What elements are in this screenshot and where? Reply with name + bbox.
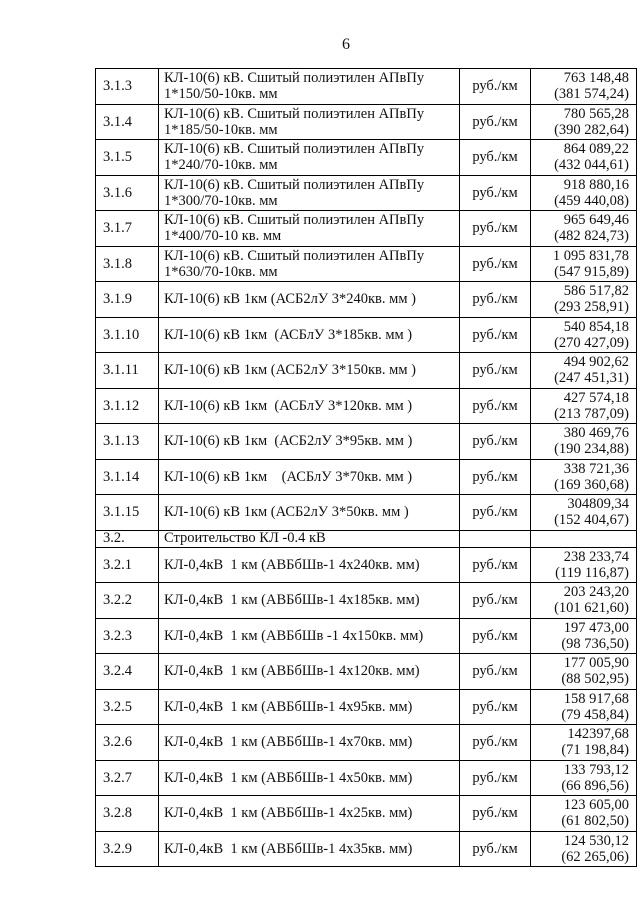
item-number-cell: 3.2.5 — [96, 689, 159, 725]
item-number-cell: 3.2.3 — [96, 618, 159, 654]
description-cell — [159, 104, 460, 140]
description-cell — [159, 211, 460, 247]
price-value: 203 243,20 — [563, 584, 629, 601]
description-line: 1*185/50-10кв. мм — [164, 121, 278, 138]
description-line: 1*150/50-10кв. мм — [164, 86, 278, 103]
item-number-cell: 3.1.8 — [96, 246, 159, 282]
price-value: 1 095 831,78 — [552, 247, 629, 264]
unit-cell: руб./км — [460, 459, 531, 495]
table-row — [96, 317, 637, 353]
unit-cell: руб./км — [460, 618, 531, 654]
unit-cell: руб./км — [460, 69, 531, 105]
unit-cell: руб./км — [460, 583, 531, 619]
price-value-secondary: (547 915,89) — [554, 263, 629, 280]
description-cell — [159, 175, 460, 211]
description-cell — [159, 246, 460, 282]
item-number-cell: 3.2.8 — [96, 796, 159, 832]
unit-cell: руб./км — [460, 282, 531, 318]
price-cell — [531, 583, 637, 619]
table-row — [96, 796, 637, 832]
price-value-secondary: (62 265,06) — [561, 848, 629, 865]
item-number-cell: 3.2.7 — [96, 760, 159, 796]
item-number-cell: 3.1.4 — [96, 104, 159, 140]
price-value-secondary: (61 802,50) — [561, 813, 629, 830]
price-table-body — [96, 69, 637, 867]
table-row — [96, 353, 637, 389]
price-cell — [531, 725, 637, 761]
unit-cell: руб./км — [460, 760, 531, 796]
price-value: 965 649,46 — [563, 212, 629, 229]
description-line: КЛ-0,4кВ 1 км (АВБбШв -1 4х150кв. мм) — [164, 627, 424, 644]
unit-cell — [460, 530, 531, 547]
price-value-secondary: (71 198,84) — [561, 742, 629, 759]
price-cell — [531, 618, 637, 654]
price-value-secondary: (190 234,88) — [554, 441, 629, 458]
price-cell — [531, 831, 637, 867]
description-line: КЛ-10(6) кВ 1км (АСБ2лУ 3*240кв. мм ) — [164, 291, 416, 308]
price-value: 158 917,68 — [563, 690, 629, 707]
unit-cell: руб./км — [460, 317, 531, 353]
price-cell — [531, 175, 637, 211]
price-cell — [531, 654, 637, 690]
price-cell — [531, 282, 637, 318]
price-value-secondary: (432 044,61) — [554, 157, 629, 174]
table-row — [96, 175, 637, 211]
price-cell — [531, 495, 637, 531]
price-cell — [531, 424, 637, 460]
unit-cell: руб./км — [460, 424, 531, 460]
table-row — [96, 388, 637, 424]
price-value: 494 902,62 — [563, 354, 629, 371]
description-cell — [159, 831, 460, 867]
item-number-cell: 3.1.11 — [96, 353, 159, 389]
item-number-cell: 3.1.7 — [96, 211, 159, 247]
description-line: КЛ-10(6) кВ 1км (АСБ2лУ 3*50кв. мм ) — [164, 504, 409, 521]
description-cell — [159, 689, 460, 725]
unit-cell: руб./км — [460, 654, 531, 690]
description-cell — [159, 547, 460, 583]
description-line: КЛ-10(6) кВ. Сшитый полиэтилен АПвПу — [164, 247, 425, 264]
table-row — [96, 246, 637, 282]
price-value: 133 793,12 — [563, 761, 629, 778]
price-cell — [531, 689, 637, 725]
unit-cell: руб./км — [460, 689, 531, 725]
unit-cell: руб./км — [460, 211, 531, 247]
unit-cell: руб./км — [460, 246, 531, 282]
description-line: КЛ-10(6) кВ. Сшитый полиэтилен АПвПу — [164, 105, 425, 122]
description-cell — [159, 583, 460, 619]
price-cell — [531, 530, 637, 547]
unit-cell: руб./км — [460, 547, 531, 583]
table-row — [96, 424, 637, 460]
price-value: 197 473,00 — [563, 619, 629, 636]
section-title-cell — [159, 530, 460, 547]
description-line: КЛ-10(6) кВ 1км (АСБлУ 3*70кв. мм ) — [164, 468, 413, 485]
table-row — [96, 211, 637, 247]
unit-cell: руб./км — [460, 495, 531, 531]
table-row — [96, 495, 637, 531]
price-value: 304809,34 — [567, 496, 629, 513]
unit-cell: руб./км — [460, 104, 531, 140]
description-line: КЛ-10(6) кВ. Сшитый полиэтилен АПвПу — [164, 70, 425, 87]
price-cell — [531, 388, 637, 424]
description-cell — [159, 317, 460, 353]
item-number-cell: 3.2.9 — [96, 831, 159, 867]
unit-cell: руб./км — [460, 831, 531, 867]
price-cell — [531, 353, 637, 389]
unit-cell: руб./км — [460, 140, 531, 176]
description-line: 1*300/70-10кв. мм — [164, 192, 278, 209]
price-cell — [531, 317, 637, 353]
unit-cell: руб./км — [460, 388, 531, 424]
price-value: 864 089,22 — [563, 141, 629, 158]
price-value-secondary: (213 787,09) — [554, 405, 629, 422]
description-cell — [159, 618, 460, 654]
description-line: КЛ-10(6) кВ 1км (АСБлУ 3*120кв. мм ) — [164, 397, 413, 414]
item-number-cell: 3.2.1 — [96, 547, 159, 583]
item-number-cell: 3.2.4 — [96, 654, 159, 690]
price-value-secondary: (247 451,31) — [554, 370, 629, 387]
item-number-cell: 3.1.9 — [96, 282, 159, 318]
price-value-secondary: (152 404,67) — [554, 512, 629, 529]
description-cell — [159, 388, 460, 424]
description-line: КЛ-0,4кВ 1 км (АВБбШв-1 4х50кв. мм) — [164, 769, 413, 786]
table-row — [96, 689, 637, 725]
price-cell — [531, 459, 637, 495]
price-value: 780 565,28 — [563, 105, 629, 122]
price-value: 540 854,18 — [563, 318, 629, 335]
table-row — [96, 69, 637, 105]
price-table — [95, 68, 637, 867]
description-line: КЛ-0,4кВ 1 км (АВБбШв-1 4х25кв. мм) — [164, 805, 413, 822]
item-number-cell: 3.1.10 — [96, 317, 159, 353]
price-value-secondary: (482 824,73) — [554, 228, 629, 245]
price-value-secondary: (66 896,56) — [561, 777, 629, 794]
item-number-cell: 3.2.2 — [96, 583, 159, 619]
description-line: КЛ-10(6) кВ 1км (АСБлУ 3*185кв. мм ) — [164, 326, 413, 343]
description-cell — [159, 459, 460, 495]
price-value: 380 469,76 — [563, 425, 629, 442]
price-value: 123 605,00 — [563, 797, 629, 814]
price-value-secondary: (169 360,68) — [554, 476, 629, 493]
description-cell — [159, 796, 460, 832]
description-line: Строительство КЛ -0.4 кВ — [164, 530, 326, 546]
price-value-secondary: (98 736,50) — [561, 635, 629, 652]
price-value: 142397,68 — [567, 726, 629, 743]
price-cell — [531, 211, 637, 247]
description-cell — [159, 424, 460, 460]
table-row — [96, 140, 637, 176]
table-row — [96, 654, 637, 690]
price-cell — [531, 246, 637, 282]
table-row — [96, 760, 637, 796]
description-cell — [159, 654, 460, 690]
price-cell — [531, 547, 637, 583]
description-line: 1*240/70-10кв. мм — [164, 157, 278, 174]
price-cell — [531, 140, 637, 176]
unit-cell: руб./км — [460, 175, 531, 211]
item-number-cell: 3.1.14 — [96, 459, 159, 495]
unit-cell: руб./км — [460, 725, 531, 761]
price-value: 427 574,18 — [563, 389, 629, 406]
price-value-secondary: (390 282,64) — [554, 121, 629, 138]
item-number-cell: 3.1.15 — [96, 495, 159, 531]
unit-cell: руб./км — [460, 353, 531, 389]
description-line: КЛ-10(6) кВ. Сшитый полиэтилен АПвПу — [164, 212, 425, 229]
price-value: 586 517,82 — [563, 283, 629, 300]
price-cell — [531, 104, 637, 140]
price-value-secondary: (381 574,24) — [554, 86, 629, 103]
description-line: 1*400/70-10 кв. мм — [164, 228, 282, 245]
description-line: КЛ-0,4кВ 1 км (АВБбШв-1 4х95кв. мм) — [164, 698, 413, 715]
unit-cell: руб./км — [460, 796, 531, 832]
price-value-secondary: (459 440,08) — [554, 192, 629, 209]
description-line: КЛ-10(6) кВ. Сшитый полиэтилен АПвПу — [164, 176, 425, 193]
table-row — [96, 282, 637, 318]
description-cell — [159, 69, 460, 105]
description-cell — [159, 760, 460, 796]
price-value-secondary: (79 458,84) — [561, 706, 629, 723]
item-number-cell: 3.1.6 — [96, 175, 159, 211]
table-row — [96, 547, 637, 583]
description-line: КЛ-0,4кВ 1 км (АВБбШв-1 4х240кв. мм) — [164, 556, 420, 573]
table-row — [96, 104, 637, 140]
price-value-secondary: (119 116,87) — [555, 564, 629, 581]
table-row — [96, 831, 637, 867]
description-cell — [159, 495, 460, 531]
page-number: 6 — [342, 36, 350, 53]
price-value-secondary: (88 502,95) — [561, 671, 629, 688]
description-cell — [159, 353, 460, 389]
price-value: 918 880,16 — [563, 176, 629, 193]
description-cell — [159, 282, 460, 318]
price-value: 238 233,74 — [563, 548, 629, 565]
description-cell — [159, 140, 460, 176]
description-line: КЛ-0,4кВ 1 км (АВБбШв-1 4х120кв. мм) — [164, 663, 420, 680]
table-row — [96, 618, 637, 654]
description-cell — [159, 725, 460, 761]
price-value: 338 721,36 — [563, 460, 629, 477]
table-row — [96, 725, 637, 761]
price-value-secondary: (101 621,60) — [554, 600, 629, 617]
price-cell — [531, 796, 637, 832]
description-line: КЛ-10(6) кВ. Сшитый полиэтилен АПвПу — [164, 141, 425, 158]
price-value-secondary: (270 427,09) — [554, 334, 629, 351]
description-line: КЛ-10(6) кВ 1км (АСБ2лУ 3*150кв. мм ) — [164, 362, 416, 379]
description-line: КЛ-0,4кВ 1 км (АВБбШв-1 4х70кв. мм) — [164, 734, 413, 751]
price-value-secondary: (293 258,91) — [554, 299, 629, 316]
price-cell — [531, 760, 637, 796]
description-line: 1*630/70-10кв. мм — [164, 263, 278, 280]
item-number-cell: 3.1.13 — [96, 424, 159, 460]
price-value: 177 005,90 — [563, 655, 629, 672]
description-line: КЛ-0,4кВ 1 км (АВБбШв-1 4х35кв. мм) — [164, 840, 413, 857]
table-row — [96, 459, 637, 495]
section-row — [96, 530, 637, 547]
item-number-cell: 3.1.5 — [96, 140, 159, 176]
item-number-cell: 3.2.6 — [96, 725, 159, 761]
item-number-cell: 3.1.12 — [96, 388, 159, 424]
item-number-cell: 3.1.3 — [96, 69, 159, 105]
table-row — [96, 583, 637, 619]
item-number-cell: 3.2. — [96, 530, 159, 547]
price-value: 124 530,12 — [563, 832, 629, 849]
description-line: КЛ-0,4кВ 1 км (АВБбШв-1 4х185кв. мм) — [164, 592, 420, 609]
description-line: КЛ-10(6) кВ 1км (АСБ2лУ 3*95кв. мм ) — [164, 433, 413, 450]
price-cell — [531, 69, 637, 105]
price-value: 763 148,48 — [563, 70, 629, 87]
